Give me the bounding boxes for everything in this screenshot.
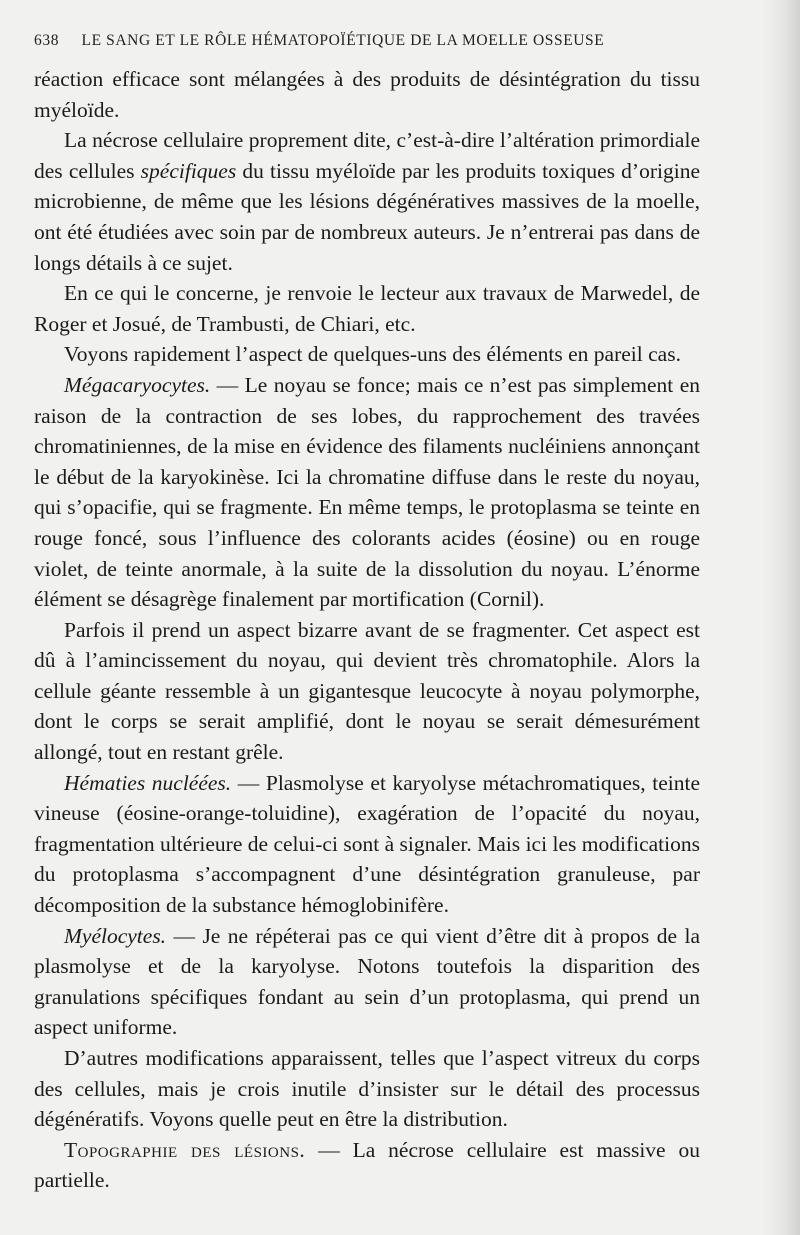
paragraph xyxy=(34,921,700,1043)
paragraph-text: Voyons rapidement l’aspect de quelques-uns des éléments en pareil cas. xyxy=(64,342,681,367)
paragraph-text: — La nécrose cellulaire est massive ou partielle. xyxy=(34,1137,700,1193)
paragraph xyxy=(34,615,700,768)
section-lead: Hématies nucléées. xyxy=(64,770,232,795)
emphasis-text: spécifiques xyxy=(140,158,237,183)
paragraph-text: — Plasmolyse et karyolyse métachromatiques, teinte vineuse (éosine-orange-toluidine), exagération de l’opacité du noyau, fragmentation ultérieure de celui-ci sont à signaler. Mais ici les modifications du protoplasma s’accompagnent d’une désintégration granuleuse, par décomposition de la substance hémoglobinifère. xyxy=(34,770,700,918)
paragraph-text: D’autres modifications apparaissent, telles que l’aspect vitreux du corps des cellules, mais je crois inutile d’insister sur le détail des processus dégénératifs. Voyons quelle peut en être la distribution. xyxy=(34,1046,700,1132)
running-header xyxy=(34,32,674,50)
paragraph-text: En ce qui le concerne, je renvoie le lecteur aux travaux de Marwedel, de Roger et Josué, de Trambusti, de Chiari, etc. xyxy=(34,281,700,336)
paragraph xyxy=(34,278,700,339)
paragraph-text: — Je ne répéterai pas ce qui vient d’être dit à propos de la plasmolyse et de la karyolyse. Notons toutefois la disparition des granulations spécifiques fondant au sein d’un protoplasma, qui prend un aspect uniforme. xyxy=(34,923,700,1040)
section-lead: Myélocytes. xyxy=(64,923,167,948)
paragraph xyxy=(34,1135,700,1196)
paragraph xyxy=(34,768,700,921)
paragraph xyxy=(34,125,700,278)
paragraph-text: La nécrose cellulaire proprement dite, c’est-à-dire l’altération primordiale des cellules xyxy=(34,128,700,183)
body-text xyxy=(34,64,700,1196)
paragraph xyxy=(34,370,700,615)
page-edge-shadow xyxy=(762,0,800,1235)
paragraph xyxy=(34,339,700,370)
paragraph-text: Parfois il prend un aspect bizarre avant de se fragmenter. Cet aspect est dû à l’amincissement du noyau, qui devient très chromatophile. Alors la cellule géante ressemble à un gigantesque leucocyte à noyau polymorphe, dont le corps se serait amplifié, dont le noyau se serait démesurément allongé, tout en restant grêle. xyxy=(34,617,700,765)
paragraph xyxy=(34,1043,700,1135)
paragraph xyxy=(34,64,700,125)
paragraph-text: — Le noyau se fonce; mais ce n’est pas simplement en raison de la contraction de ses lobes, du rapprochement des travées chromatiniennes, de la mise en évidence des filaments nucléiniens annonçant le début de la karyokinèse. Ici la chromatine diffuse dans le reste du noyau, qui s’opacifie, qui se fragmente. En même temps, le protoplasma se teinte en rouge foncé, sous l’influence des colorants acides (éosine) ou en rouge violet, de teinte anormale, à la suite de la dissolution du noyau. L’énorme élément se désagrège finalement par mortification (Cornil). xyxy=(34,372,700,612)
section-lead: Mégacaryocytes. xyxy=(64,372,211,397)
section-lead: Topographie des lésions. xyxy=(64,1137,306,1162)
paragraph-text: du tissu myéloïde par les produits toxiques d’origine microbienne, de même que les lésions dégénératives massives de la moelle, ont été étudiées avec soin par de nombreux auteurs. Je n’entrerai pas dans de longs détails à ce sujet. xyxy=(34,158,700,275)
running-title: LE SANG ET LE RÔLE HÉMATOPOÏÉTIQUE DE LA MOELLE OSSEUSE xyxy=(81,32,605,49)
paragraph-text: réaction efficace sont mélangées à des produits de désintégration du tissu myéloïde. xyxy=(34,67,700,122)
page-number: 638 xyxy=(34,32,60,49)
